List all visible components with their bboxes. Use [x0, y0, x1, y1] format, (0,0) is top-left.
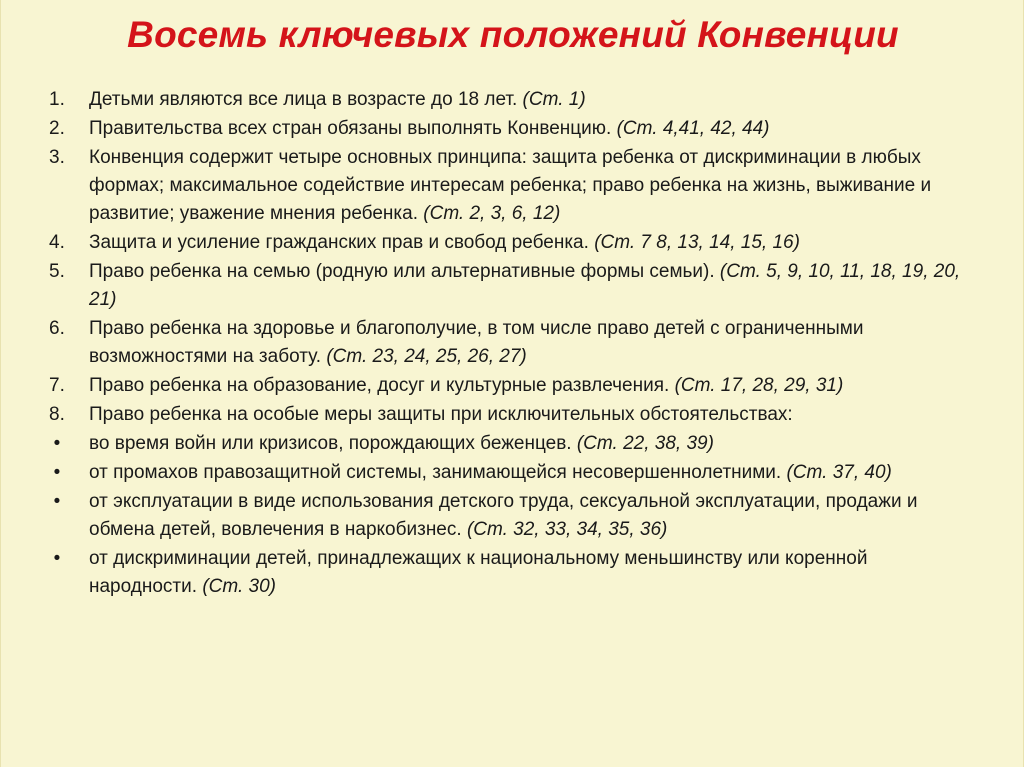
provision-item	[49, 86, 979, 114]
provision-item	[49, 144, 979, 228]
item-text: Право ребенка на особые меры защиты при исключительных обстоятельствах:	[89, 404, 793, 425]
item-text: Конвенция содержит четыре основных принципа: защита ребенка от дискриминации в любых формах; максимальное содействие интересам ребенка; право ребенка на жизнь, выживание и развитие; уважение мнения ребенка.	[89, 147, 932, 224]
article-reference: (Ст. 1)	[522, 89, 586, 110]
bullet-marker: •	[53, 548, 61, 569]
article-reference: (Ст. 32, 33, 34, 35, 36)	[466, 519, 668, 540]
article-reference: (Ст. 22, 38, 39)	[576, 433, 714, 454]
article-reference: (Ст. 30)	[202, 576, 276, 597]
item-number: 7.	[49, 375, 65, 396]
item-text: Право ребенка на семью (родную или альтернативные формы семьи).	[89, 261, 715, 282]
bullet-item	[49, 488, 979, 544]
item-text: Правительства всех стран обязаны выполнять Конвенцию.	[89, 118, 612, 139]
article-reference: (Ст. 17, 28, 29, 31)	[674, 375, 844, 396]
item-number: 5.	[49, 261, 65, 282]
item-text: Защита и усиление гражданских прав и свобод ребенка.	[89, 232, 589, 253]
bullet-text: от эксплуатации в виде использования детского труда, сексуальной эксплуатации, продажи и обмена детей, вовлечения в наркобизнес.	[89, 491, 918, 540]
item-number: 1.	[49, 89, 65, 110]
bullet-text: от промахов правозащитной системы, занимающейся несовершеннолетними.	[89, 462, 782, 483]
article-reference: (Ст. 23, 24, 25, 26, 27)	[326, 346, 527, 367]
article-reference: (Ст. 5, 9, 10, 11, 18, 19, 20, 21)	[89, 261, 961, 310]
item-number: 2.	[49, 118, 65, 139]
provision-item	[49, 115, 979, 143]
item-number: 6.	[49, 318, 65, 339]
bullet-item	[49, 545, 979, 601]
provisions-list	[49, 86, 979, 602]
article-reference: (Ст. 7 8, 13, 14, 15, 16)	[594, 232, 800, 253]
item-text: Право ребенка на образование, досуг и культурные развлечения.	[89, 375, 670, 396]
provision-item	[49, 229, 979, 257]
item-number: 4.	[49, 232, 65, 253]
item-number: 8.	[49, 404, 65, 425]
bullet-marker: •	[53, 462, 61, 483]
provision-item	[49, 315, 979, 371]
slide-title: Восемь ключевых положений Конвенции	[127, 14, 899, 55]
bullet-text: от дискриминации детей, принадлежащих к национальному меньшинству или коренной народности.	[89, 548, 868, 597]
bullet-item	[49, 430, 979, 458]
item-text: Право ребенка на здоровье и благополучие, в том числе право детей с ограниченными возможностями на заботу.	[89, 318, 864, 367]
provision-item	[49, 372, 979, 400]
bullet-marker: •	[53, 491, 61, 512]
bullet-text: во время войн или кризисов, порождающих беженцев.	[89, 433, 572, 454]
provision-item	[49, 401, 979, 429]
article-reference: (Ст. 37, 40)	[786, 462, 892, 483]
article-reference: (Ст. 2, 3, 6, 12)	[423, 203, 561, 224]
item-number: 3.	[49, 147, 65, 168]
article-reference: (Ст. 4,41, 42, 44)	[616, 118, 770, 139]
provision-item	[49, 258, 979, 314]
item-text: Детьми являются все лица в возрасте до 18 лет.	[89, 89, 518, 110]
bullet-marker: •	[53, 433, 61, 454]
bullet-item	[49, 459, 979, 487]
